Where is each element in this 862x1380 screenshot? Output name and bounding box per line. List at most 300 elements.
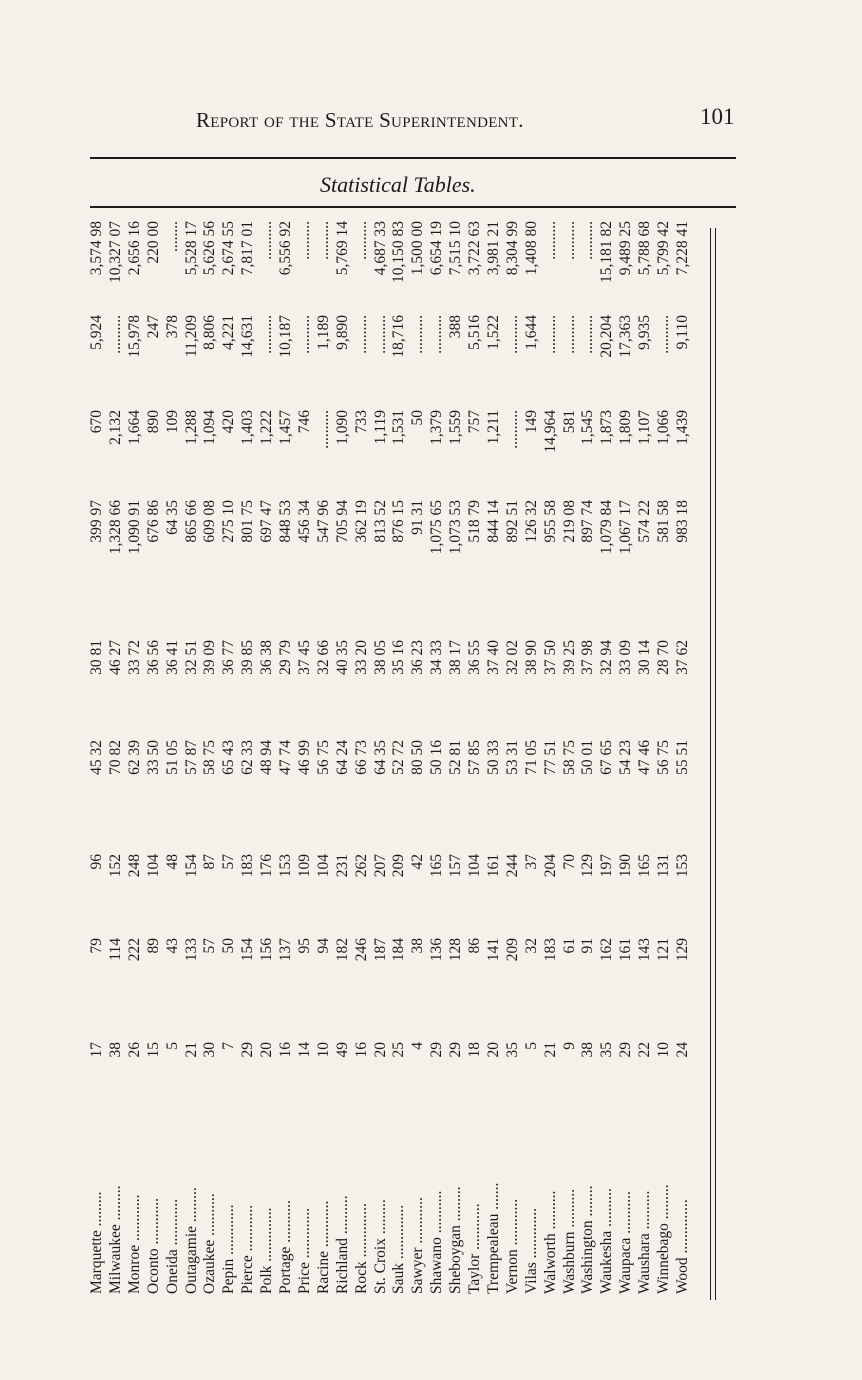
value-cell: 38 (579, 1042, 597, 1058)
value-cell: 26 (125, 1042, 143, 1058)
value-cell: 16 (277, 1042, 294, 1058)
county-name-cell: Sawyer ............ (409, 1197, 427, 1294)
value-cell: 9,935 (636, 315, 654, 350)
value-cell: 5,769 14 (333, 221, 351, 276)
value-cell: 50 (220, 938, 238, 954)
value-cell: 39 85 (239, 640, 257, 675)
county-name-cell: Oneida ............ (163, 1198, 181, 1294)
value-cell: 231 (333, 854, 351, 878)
value-cell: 574 22 (636, 500, 654, 543)
county-name-cell: Winnebago ......... (655, 1184, 672, 1294)
value-cell: 47 74 (277, 740, 294, 775)
value-cell: 5,626 56 (201, 221, 219, 276)
table-row (145, 218, 163, 1298)
value-cell: 33 20 (352, 640, 370, 675)
value-cell: 131 (655, 854, 672, 878)
value-cell: 184 (390, 938, 408, 962)
value-cell: 262 (352, 854, 370, 878)
value-cell: 20,204 (598, 315, 616, 358)
value-cell: 865 66 (182, 500, 200, 543)
table-border-left (710, 228, 711, 1300)
county-name-cell: Polk .............. (258, 1207, 276, 1294)
value-cell: 30 14 (636, 640, 654, 675)
value-cell: .......... (409, 315, 427, 354)
value-cell: 154 (239, 938, 257, 962)
table-row (485, 218, 503, 1298)
value-cell: 6,654 19 (428, 221, 446, 276)
table-row (655, 218, 673, 1298)
value-cell: 10,150 83 (390, 221, 408, 283)
value-cell: 64 24 (333, 740, 351, 775)
value-cell: 39 25 (560, 640, 578, 675)
value-cell: 161 (617, 938, 635, 962)
value-cell: 40 35 (333, 640, 351, 675)
header-rule (90, 157, 736, 159)
value-cell: 1,222 (258, 410, 276, 445)
value-cell: 11,209 (182, 315, 200, 358)
value-cell: 35 (503, 1042, 521, 1058)
value-cell: 676 86 (144, 500, 162, 543)
value-cell: 129 (579, 854, 597, 878)
value-cell: 5,516 (466, 315, 483, 350)
value-cell: 70 82 (106, 740, 124, 775)
county-name-cell: Sheboygan ......... (447, 1186, 465, 1294)
value-cell: 248 (125, 854, 143, 878)
value-cell: 378 (163, 315, 181, 339)
value-cell: 733 (352, 410, 370, 434)
value-cell: 983 18 (673, 500, 691, 543)
county-name-cell: Waupaca ........... (617, 1191, 635, 1294)
value-cell: .......... (428, 315, 446, 354)
value-cell: 1,119 (371, 410, 389, 445)
value-cell: 114 (106, 938, 124, 961)
value-cell: 1,189 (314, 315, 332, 350)
value-cell: 57 (201, 938, 219, 954)
value-cell: 18 (466, 1042, 483, 1058)
value-cell: 456 34 (295, 500, 313, 543)
value-cell: 91 31 (409, 500, 427, 535)
value-cell: 157 (447, 854, 465, 878)
value-cell: 32 51 (182, 640, 200, 675)
value-cell: 2,656 16 (125, 221, 143, 276)
value-cell: 67 65 (598, 740, 616, 775)
value-cell: 109 (295, 854, 313, 878)
value-cell: 49 (333, 1042, 351, 1058)
value-cell: 109 (163, 410, 181, 434)
value-cell: 43 (163, 938, 181, 954)
value-cell: 7 (220, 1042, 238, 1050)
value-cell: 955 58 (541, 500, 559, 543)
county-name-cell: Sauk .............. (390, 1204, 408, 1294)
value-cell: 36 38 (258, 640, 276, 675)
value-cell: 9,489 25 (617, 221, 635, 276)
value-cell: 48 94 (258, 740, 276, 775)
value-cell: 1,073 53 (447, 500, 465, 555)
value-cell: 190 (617, 854, 635, 878)
value-cell: 136 (428, 938, 446, 962)
table-row (428, 218, 446, 1298)
value-cell: 5 (163, 1042, 181, 1050)
value-cell: 1,075 65 (428, 500, 446, 555)
value-cell: 246 (352, 938, 370, 962)
table-row (674, 218, 692, 1298)
value-cell: 9,890 (333, 315, 351, 350)
value-cell: 50 (409, 410, 427, 426)
value-cell: 197 (598, 854, 616, 878)
value-cell: .......... (106, 315, 124, 354)
value-cell: 64 35 (163, 500, 181, 535)
value-cell: 165 (636, 854, 654, 878)
value-cell: 56 75 (314, 740, 332, 775)
value-cell: 79 (88, 938, 105, 954)
value-cell: 183 (541, 938, 559, 962)
value-cell: 1,644 (522, 315, 540, 350)
value-cell: 154 (182, 854, 200, 878)
value-cell: 547 96 (314, 500, 332, 543)
value-cell: .......... (352, 315, 370, 354)
value-cell: 33 50 (144, 740, 162, 775)
county-name-cell: Rock .............. (352, 1203, 370, 1294)
value-cell: 757 (466, 410, 483, 434)
value-cell: 57 85 (466, 740, 483, 775)
table-row (390, 218, 408, 1298)
county-name-cell: Portage ........... (277, 1200, 294, 1294)
table-row (466, 218, 484, 1298)
value-cell: .......... (258, 315, 276, 354)
value-cell: 39 09 (201, 640, 219, 675)
county-name-cell: Pierce ............ (239, 1204, 257, 1294)
table-row (334, 218, 352, 1298)
value-cell: 3,981 21 (484, 221, 502, 276)
value-cell: 28 70 (655, 640, 672, 675)
county-name-cell: Taylor ............ (466, 1203, 483, 1294)
value-cell: 38 05 (371, 640, 389, 675)
value-cell: 35 (598, 1042, 616, 1058)
value-cell: 20 (484, 1042, 502, 1058)
value-cell: 37 62 (673, 640, 691, 675)
value-cell: 275 10 (220, 500, 238, 543)
value-cell: .......... (560, 315, 578, 354)
value-cell: 62 33 (239, 740, 257, 775)
value-cell: 29 (447, 1042, 465, 1058)
value-cell: 746 (295, 410, 313, 434)
value-cell: 64 35 (371, 740, 389, 775)
value-cell: 38 90 (522, 640, 540, 675)
value-cell: 207 (371, 854, 389, 878)
value-cell: .......... (503, 410, 521, 449)
value-cell: 42 (409, 854, 427, 870)
value-cell: 54 23 (617, 740, 635, 775)
county-name-cell: Trempealeau ....... (484, 1182, 502, 1294)
value-cell: 5,528 17 (182, 221, 200, 276)
value-cell: 848 53 (277, 500, 294, 543)
value-cell: 30 81 (88, 640, 105, 675)
value-cell: 58 75 (201, 740, 219, 775)
value-cell: 3,722 63 (466, 221, 483, 276)
value-cell: 153 (673, 854, 691, 878)
value-cell: 670 (88, 410, 105, 434)
value-cell: 4,221 (220, 315, 238, 350)
value-cell: 609 08 (201, 500, 219, 543)
county-name-cell: Ozaukee ........... (201, 1193, 219, 1294)
value-cell: 104 (466, 854, 483, 878)
value-cell: 21 (541, 1042, 559, 1058)
value-cell: 57 (220, 854, 238, 870)
value-cell: 14,631 (239, 315, 257, 358)
value-cell: 36 77 (220, 640, 238, 675)
value-cell: 62 39 (125, 740, 143, 775)
value-cell: 126 32 (522, 500, 540, 543)
value-cell: 50 01 (579, 740, 597, 775)
value-cell: 17,363 (617, 315, 635, 358)
value-cell: 141 (484, 938, 502, 962)
value-cell: 29 (617, 1042, 635, 1058)
value-cell: 183 (239, 854, 257, 878)
value-cell: 29 (428, 1042, 446, 1058)
value-cell: 50 16 (428, 740, 446, 775)
value-cell: 57 87 (182, 740, 200, 775)
value-cell: 32 (522, 938, 540, 954)
value-cell: 1,457 (277, 410, 294, 445)
county-name-cell: St. Croix ......... (371, 1199, 389, 1294)
value-cell: 5,799 42 (655, 221, 672, 276)
value-cell: 2,674 55 (220, 221, 238, 276)
value-cell: 153 (277, 854, 294, 878)
value-cell: 4,687 33 (371, 221, 389, 276)
value-cell: 876 15 (390, 500, 408, 543)
value-cell: 182 (333, 938, 351, 962)
value-cell: 137 (277, 938, 294, 962)
value-cell: 32 94 (598, 640, 616, 675)
value-cell: 1,439 (673, 410, 691, 445)
value-cell: 7,817 01 (239, 221, 257, 276)
table-subtitle: Statistical Tables. (320, 172, 476, 197)
table-row (258, 218, 276, 1298)
value-cell: 55 51 (673, 740, 691, 775)
value-cell: 1,664 (125, 410, 143, 445)
table-row (504, 218, 522, 1298)
value-cell: 7,515 10 (447, 221, 465, 276)
value-cell: 29 79 (277, 640, 294, 675)
table-row (239, 218, 257, 1298)
value-cell: 1,531 (390, 410, 408, 445)
county-name-cell: Washington ........ (579, 1185, 597, 1294)
value-cell: 705 94 (333, 500, 351, 543)
value-cell: 7,228 41 (673, 221, 691, 276)
value-cell: 892 51 (503, 500, 521, 543)
value-cell: 121 (655, 938, 672, 962)
page-number: 101 (700, 104, 735, 129)
value-cell: 1,328 66 (106, 500, 124, 555)
value-cell: 30 (201, 1042, 219, 1058)
value-cell: 20 (371, 1042, 389, 1058)
value-cell: 1,211 (484, 410, 502, 445)
value-cell: 1,067 17 (617, 500, 635, 555)
value-cell: 65 43 (220, 740, 238, 775)
value-cell: 161 (484, 854, 502, 878)
value-cell: 89 (144, 938, 162, 954)
value-cell: 890 (144, 410, 162, 434)
value-cell: 66 73 (352, 740, 370, 775)
county-name-cell: Milwaukee ......... (106, 1185, 124, 1294)
value-cell: .......... (314, 410, 332, 449)
value-cell: 165 (428, 854, 446, 878)
table-row (523, 218, 541, 1298)
value-cell: 897 74 (579, 500, 597, 543)
value-cell: 38 (106, 1042, 124, 1058)
value-cell: 2,132 (106, 410, 124, 445)
value-cell: 128 (447, 938, 465, 962)
value-cell: 581 (560, 410, 578, 434)
value-cell: .......... (295, 315, 313, 354)
value-cell: 1,559 (447, 410, 465, 445)
value-cell: 95 (295, 938, 313, 954)
county-name-cell: Racine ............ (314, 1200, 332, 1294)
value-cell: 29 (239, 1042, 257, 1058)
table-row (296, 218, 314, 1298)
value-cell: .......... (503, 315, 521, 354)
value-cell: 22 (636, 1042, 654, 1058)
table-row (126, 218, 144, 1298)
value-cell: 9,110 (673, 315, 691, 350)
value-cell: 14 (295, 1042, 313, 1058)
county-name-cell: Wood .............. (673, 1199, 691, 1294)
value-cell: 48 (163, 854, 181, 870)
value-cell: ........ (163, 221, 181, 252)
value-cell: 204 (541, 854, 559, 878)
table-border-right (715, 228, 716, 1300)
value-cell: 37 40 (484, 640, 502, 675)
county-name-cell: Waukesha .......... (598, 1188, 616, 1294)
table-row (107, 218, 125, 1298)
value-cell: 133 (182, 938, 200, 962)
value-cell: 813 52 (371, 500, 389, 543)
value-cell: .......... (352, 221, 370, 260)
value-cell: 94 (314, 938, 332, 954)
statistical-table (86, 218, 698, 1298)
value-cell: 1,873 (598, 410, 616, 445)
value-cell: 362 19 (352, 500, 370, 543)
value-cell: 33 09 (617, 640, 635, 675)
value-cell: 187 (371, 938, 389, 962)
value-cell: 52 81 (447, 740, 465, 775)
value-cell: 10,327 07 (106, 221, 124, 283)
value-cell: 15 (144, 1042, 162, 1058)
value-cell: 5 (522, 1042, 540, 1050)
value-cell: 21 (182, 1042, 200, 1058)
value-cell: 1,288 (182, 410, 200, 445)
value-cell: 36 41 (163, 640, 181, 675)
table-row (88, 218, 106, 1298)
value-cell: 1,066 (655, 410, 672, 445)
value-cell: .......... (541, 315, 559, 354)
value-cell: 10 (314, 1042, 332, 1058)
value-cell: 38 17 (447, 640, 465, 675)
value-cell: 32 66 (314, 640, 332, 675)
value-cell: 37 98 (579, 640, 597, 675)
value-cell: 36 23 (409, 640, 427, 675)
value-cell: 61 (560, 938, 578, 954)
value-cell: 1,090 91 (125, 500, 143, 555)
value-cell: 47 46 (636, 740, 654, 775)
value-cell: 53 31 (503, 740, 521, 775)
table-row (598, 218, 616, 1298)
value-cell: 51 05 (163, 740, 181, 775)
value-cell: .......... (655, 315, 672, 354)
value-cell: 844 14 (484, 500, 502, 543)
value-cell: 71 05 (522, 740, 540, 775)
value-cell: 70 (560, 854, 578, 870)
value-cell: 15,181 82 (598, 221, 616, 283)
value-cell: 35 16 (390, 640, 408, 675)
value-cell: 399 97 (88, 500, 105, 543)
county-name-cell: Price ............. (295, 1207, 313, 1294)
county-name-cell: Vernon ............ (503, 1198, 521, 1294)
table-row (277, 218, 295, 1298)
value-cell: 104 (144, 854, 162, 878)
value-cell: 697 47 (258, 500, 276, 543)
value-cell: 17 (88, 1042, 105, 1058)
value-cell: 36 55 (466, 640, 483, 675)
value-cell: 52 72 (390, 740, 408, 775)
county-name-cell: Waushara .......... (636, 1190, 654, 1294)
value-cell: 36 56 (144, 640, 162, 675)
table-row (636, 218, 654, 1298)
value-cell: .......... (258, 221, 276, 260)
value-cell: 581 58 (655, 500, 672, 543)
table-row (542, 218, 560, 1298)
county-name-cell: Vilas ............. (522, 1207, 540, 1294)
running-header: Report of the State Superintendent. (196, 108, 524, 132)
value-cell: 152 (106, 854, 124, 878)
table-row (561, 218, 579, 1298)
table-row (579, 218, 597, 1298)
value-cell: 10,187 (277, 315, 294, 358)
value-cell: 56 75 (655, 740, 672, 775)
value-cell: 5,788 68 (636, 221, 654, 276)
value-cell: 87 (201, 854, 219, 870)
value-cell: 518 79 (466, 500, 483, 543)
value-cell: 5,924 (88, 315, 105, 350)
county-name-cell: Monroe ............ (125, 1194, 143, 1294)
value-cell: 156 (258, 938, 276, 962)
table-row (409, 218, 427, 1298)
value-cell: 4 (409, 1042, 427, 1050)
value-cell: 34 33 (428, 640, 446, 675)
county-name-cell: Richland .......... (333, 1195, 351, 1294)
table-row (220, 218, 238, 1298)
value-cell: 1,545 (579, 410, 597, 445)
value-cell: 91 (579, 938, 597, 954)
value-cell: 1,522 (484, 315, 502, 350)
table-row (183, 218, 201, 1298)
county-name-cell: Oconto ............ (144, 1197, 162, 1294)
value-cell: 46 99 (295, 740, 313, 775)
value-cell: 1,809 (617, 410, 635, 445)
value-cell: 104 (314, 854, 332, 878)
county-name-cell: Pepin ............. (220, 1204, 238, 1294)
value-cell: 209 (503, 938, 521, 962)
value-cell: 247 (144, 315, 162, 339)
table-row (315, 218, 333, 1298)
value-cell: 18,716 (390, 315, 408, 358)
subtitle-rule (90, 206, 736, 208)
value-cell: 143 (636, 938, 654, 962)
table-row (164, 218, 182, 1298)
value-cell: .......... (541, 221, 559, 260)
value-cell: 1,379 (428, 410, 446, 445)
value-cell: 38 (409, 938, 427, 954)
